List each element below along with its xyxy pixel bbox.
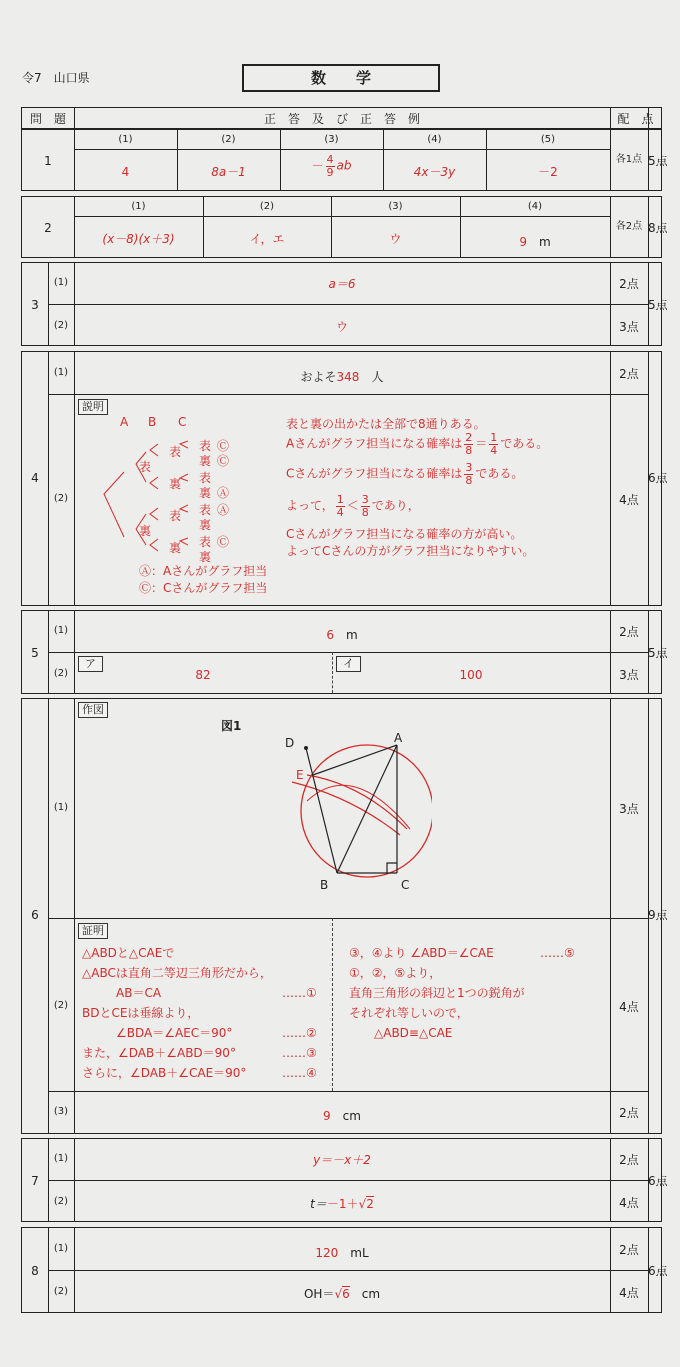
q2-answer-2: イ，エ [249, 232, 285, 246]
q1-answer-4: 4x－3y [413, 165, 456, 179]
q7-label-2: (2) [53, 1196, 69, 1207]
q4-answer-1: およそ348 人 [300, 370, 384, 384]
q3-answer-1: a＝6 [328, 277, 356, 291]
q6-points-3: 2点 [619, 1106, 639, 1120]
q1-section [21, 129, 668, 191]
figure-1-label: 図1 [221, 719, 242, 733]
q6-number: 6 [31, 908, 39, 922]
q8-answer-2: OH＝√6 cm [303, 1287, 381, 1301]
proof-left-2: △ABCは直角二等辺三角形だから， [82, 966, 272, 980]
mark-a-1: Ⓐ [217, 486, 230, 500]
q8-answer-1: 120 mL [315, 1246, 369, 1260]
proof-right-2: ①，②，⑤より， [349, 966, 442, 980]
tree-head-a: A [120, 415, 129, 429]
point-e: E [296, 768, 304, 782]
q5-label-2: (2) [53, 668, 69, 679]
tree-node-l3-2: 裏 [199, 454, 212, 468]
tree-node-l3-8: 裏 [199, 550, 212, 564]
q5-points-2: 3点 [619, 668, 639, 682]
proof-left-6: また，∠DAB＋∠ABD＝90° [82, 1046, 236, 1060]
proof-left-7-ref: ……④ [282, 1066, 317, 1080]
explanation-line-4: よって， $\frac{1}{4}$ ＜ $\frac{3}{8}$ であり， [286, 493, 420, 519]
mark-c-2: Ⓒ [217, 454, 230, 468]
points-header: 配 点 [617, 112, 654, 126]
mark-c-1: Ⓒ [217, 439, 230, 453]
q5-section [21, 610, 668, 694]
q5-answer-a: 82 [195, 668, 211, 682]
q3-points-1: 2点 [619, 277, 639, 291]
q1-answer-1: 4 [121, 165, 130, 179]
q6-label-3: (3) [53, 1106, 69, 1117]
q5-box-a: ア [78, 656, 103, 672]
q2-answer-3: ウ [389, 232, 402, 246]
proof-right-1-ref: ……⑤ [540, 946, 575, 960]
q2-label-4: (4) [527, 201, 543, 212]
q6-proof-box: 証明 [78, 923, 108, 939]
q8-points-2: 4点 [619, 1286, 639, 1300]
q3-answer-2: ウ [335, 320, 348, 334]
q3-points-2: 3点 [619, 320, 639, 334]
q6-total-points: 9点 [648, 908, 668, 922]
q1-total-points: 5点 [648, 154, 668, 168]
tree-node-l3-1: 表 [199, 439, 212, 453]
legend-a: Ⓐ：Aさんがグラフ担当 [139, 564, 268, 578]
q5-box-b: イ [336, 656, 361, 672]
tree-node-l3-5: 表 [199, 503, 212, 517]
proof-left-7: さらに，∠DAB＋∠CAE＝90° [82, 1066, 247, 1080]
q7-answer-2: t＝－1＋√2 [310, 1197, 374, 1211]
legend-c: Ⓒ：Cさんがグラフ担当 [139, 581, 268, 595]
q2-each-points: 各2点 [615, 221, 643, 232]
q5-total-points: 5点 [648, 646, 668, 660]
explanation-line-6: よってCさんの方がグラフ担当になりやすい。 [286, 544, 535, 558]
q2-answer-1: (x－8)(x＋3) [102, 232, 175, 246]
q1-label-5: (5) [540, 134, 556, 145]
explanation-line-3: Cさんがグラフ担当になる確率は $\frac{3}{8}$ である。 [286, 461, 524, 487]
q6-points-2: 4点 [619, 1000, 639, 1014]
q2-total-points: 8点 [648, 221, 668, 235]
q1-label-2: (2) [221, 134, 236, 145]
q1-number: 1 [44, 154, 52, 168]
q6-points-1: 3点 [619, 802, 639, 816]
q5-answer-b: 100 [459, 668, 483, 682]
mark-a-2: Ⓐ [217, 503, 230, 517]
tree-node-l2-1: 表 [169, 445, 182, 459]
q1-answer-5: －2 [538, 165, 558, 179]
q2-number: 2 [44, 221, 52, 235]
q3-total-points: 5点 [648, 298, 668, 312]
tree-node-l2-3: 表 [169, 509, 182, 523]
q7-total-points: 6点 [648, 1174, 668, 1188]
tree-node-l1-heads: 表 [139, 460, 152, 474]
q5-label-1: (1) [53, 625, 69, 636]
q6-section [21, 698, 668, 1134]
q4-points-1: 2点 [619, 367, 639, 381]
q4-total-points: 6点 [648, 471, 668, 485]
q6-construction-box: 作図 [78, 702, 108, 718]
proof-left-3-ref: ……① [282, 986, 317, 1000]
tree-node-l3-4: 裏 [199, 486, 212, 500]
q2-section [21, 196, 668, 258]
tree-node-l3-3: 表 [199, 471, 212, 485]
subject-title-box [242, 64, 440, 92]
q7-section [21, 1138, 668, 1222]
proof-left-5: ∠BDA＝∠AEC＝90° [116, 1026, 233, 1040]
point-d: D [285, 736, 295, 750]
question-header: 問 題 [29, 112, 66, 126]
q3-label-1: (1) [53, 277, 69, 288]
subject-title: 数 学 [310, 69, 371, 87]
q4-label-1: (1) [53, 367, 69, 378]
q7-number: 7 [31, 1174, 39, 1188]
point-b: B [320, 878, 329, 892]
prefecture-label: 令7 山口県 [22, 71, 90, 85]
proof-left-4: BDとCEは垂線より， [82, 1006, 200, 1020]
tree-node-l2-4: 裏 [169, 541, 182, 555]
q1-each-points: 各1点 [615, 154, 643, 165]
point-a: A [394, 731, 403, 745]
q3-number: 3 [31, 298, 39, 312]
q2-label-2: (2) [259, 201, 275, 212]
answer-header: 正 答 及 び 正 答 例 [263, 112, 420, 126]
q5-answer-1: 6 m [326, 628, 358, 642]
q7-points-1: 2点 [619, 1153, 639, 1167]
tree-head-b: B [148, 415, 157, 429]
q4-section [21, 351, 668, 606]
construction-figure [262, 729, 432, 894]
q8-total-points: 6点 [648, 1264, 668, 1278]
explanation-line-2: Aさんがグラフ担当になる確率は $\frac{2}{8}$ ＝ $\frac{1}{4}$ である。 [286, 431, 549, 457]
proof-right-5: △ABD≡△CAE [374, 1026, 453, 1040]
tree-node-l3-6: 裏 [199, 518, 212, 532]
q3-section [21, 262, 668, 346]
q1-answer-3: － $\frac{4}{9}$ ab [311, 153, 352, 179]
proof-right-4: それぞれ等しいので， [349, 1006, 469, 1020]
q4-number: 4 [31, 471, 39, 485]
q8-label-2: (2) [53, 1286, 69, 1297]
q1-label-1: (1) [118, 134, 133, 145]
q4-label-2: (2) [53, 493, 69, 504]
proof-left-6-ref: ……③ [282, 1046, 317, 1060]
proof-right-1: ③，④より ∠ABD＝∠CAE [349, 946, 494, 960]
proof-left-5-ref: ……② [282, 1026, 317, 1040]
tree-node-l1-tails: 裏 [139, 524, 152, 538]
q7-points-2: 4点 [619, 1196, 639, 1210]
proof-left-3: AB＝CA [116, 986, 162, 1000]
q6-answer-3: 9 cm [323, 1109, 361, 1123]
q3-label-2: (2) [53, 320, 69, 331]
q4-explanation-box: 説明 [78, 399, 108, 415]
explanation-line-1: 表と裏の出かたは全部で8通りある。 [286, 417, 486, 431]
mark-c-3: Ⓒ [217, 535, 230, 549]
q7-answer-1: y＝－x＋2 [313, 1153, 371, 1167]
q2-label-3: (3) [388, 201, 403, 212]
q8-section [21, 1227, 668, 1313]
explanation-line-5: Cさんがグラフ担当になる確率の方が高い。 [286, 527, 523, 541]
tree-node-l3-7: 表 [199, 535, 212, 549]
proof-right-3: 直角三角形の斜辺と1つの鋭角が [349, 986, 525, 1000]
tree-head-c: C [178, 415, 187, 429]
tree-node-l2-2: 裏 [169, 477, 182, 491]
q5-points-1: 2点 [619, 625, 639, 639]
q6-label-1: (1) [53, 802, 69, 813]
point-c: C [401, 878, 410, 892]
q8-number: 8 [31, 1264, 39, 1278]
q7-label-1: (1) [53, 1153, 69, 1164]
q4-points-2: 4点 [619, 493, 639, 507]
proof-left-1: △ABDと△CAEで [82, 946, 175, 960]
q1-label-3: (3) [324, 134, 339, 145]
q1-label-4: (4) [427, 134, 442, 145]
q2-answer-4: 9 m [519, 235, 551, 249]
q8-label-1: (1) [53, 1243, 69, 1254]
q5-number: 5 [31, 646, 39, 660]
q1-answer-2: 8a－1 [211, 165, 246, 179]
q6-label-2: (2) [53, 1000, 69, 1011]
table-header-row [21, 107, 662, 129]
q2-label-1: (1) [131, 201, 146, 212]
q8-points-1: 2点 [619, 1243, 639, 1257]
